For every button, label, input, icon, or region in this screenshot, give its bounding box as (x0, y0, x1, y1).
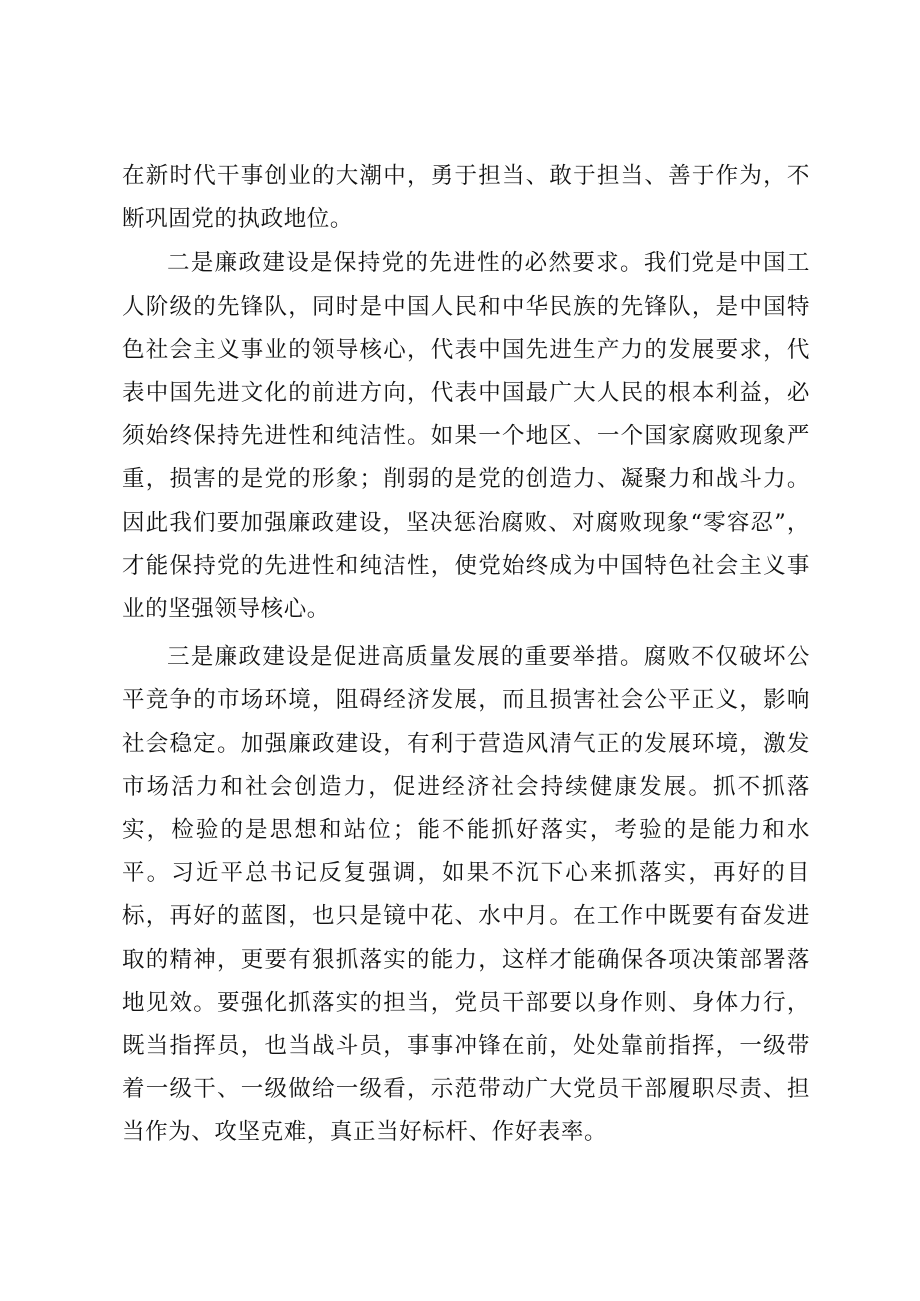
document-body (122, 155, 810, 1155)
paragraph-integrity-high-quality-development: 三是廉政建设是促进高质量发展的重要举措。腐败不仅破坏公平竞争的市场环境，阻碍经济发展，而且损害社会公平正义，影响社会稳定。加强廉政建设，有利于营造风清气正的发展环境，激发市场活力和社会创造力，促进经济社会持续健康发展。抓不抓落实，检验的是思想和站位；能不能抓好落实，考验的是能力和水平。习近平总书记反复强调，如果不沉下心来抓落实，再好的目标，再好的蓝图，也只是镜中花、水中月。在工作中既要有奋发进取的精神，更要有狠抓落实的能力，这样才能确保各项决策部署落地见效。要强化抓落实的担当，党员干部要以身作则、身体力行，既当指挥员，也当战斗员，事事冲锋在前，处处靠前指挥，一级带着一级干、一级做给一级看，示范带动广大党员干部履职尽责、担当作为、攻坚克难，真正当好标杆、作好表率。 (122, 644, 810, 1146)
paragraph-integrity-advanced-nature: 二是廉政建设是保持党的先进性的必然要求。我们党是中国工人阶级的先锋队，同时是中国人民和中华民族的先锋队，是中国特色社会主义事业的领导核心，代表中国先进生产力的发展要求，代表中国先进文化的前进方向，代表中国最广大人民的根本利益，必须始终保持先进性和纯洁性。如果一个地区、一个国家腐败现象严重，损害的是党的形象；削弱的是党的创造力、凝聚力和战斗力。因此我们要加强廉政建设，坚决惩治腐败、对腐败现象“零容忍”，才能保持党的先进性和纯洁性，使党始终成为中国特色社会主义事业的坚强领导核心。 (122, 250, 810, 623)
paragraph-continuation: 在新时代干事创业的大潮中，勇于担当、敢于担当、善于作为，不断巩固党的执政地位。 (122, 163, 810, 233)
